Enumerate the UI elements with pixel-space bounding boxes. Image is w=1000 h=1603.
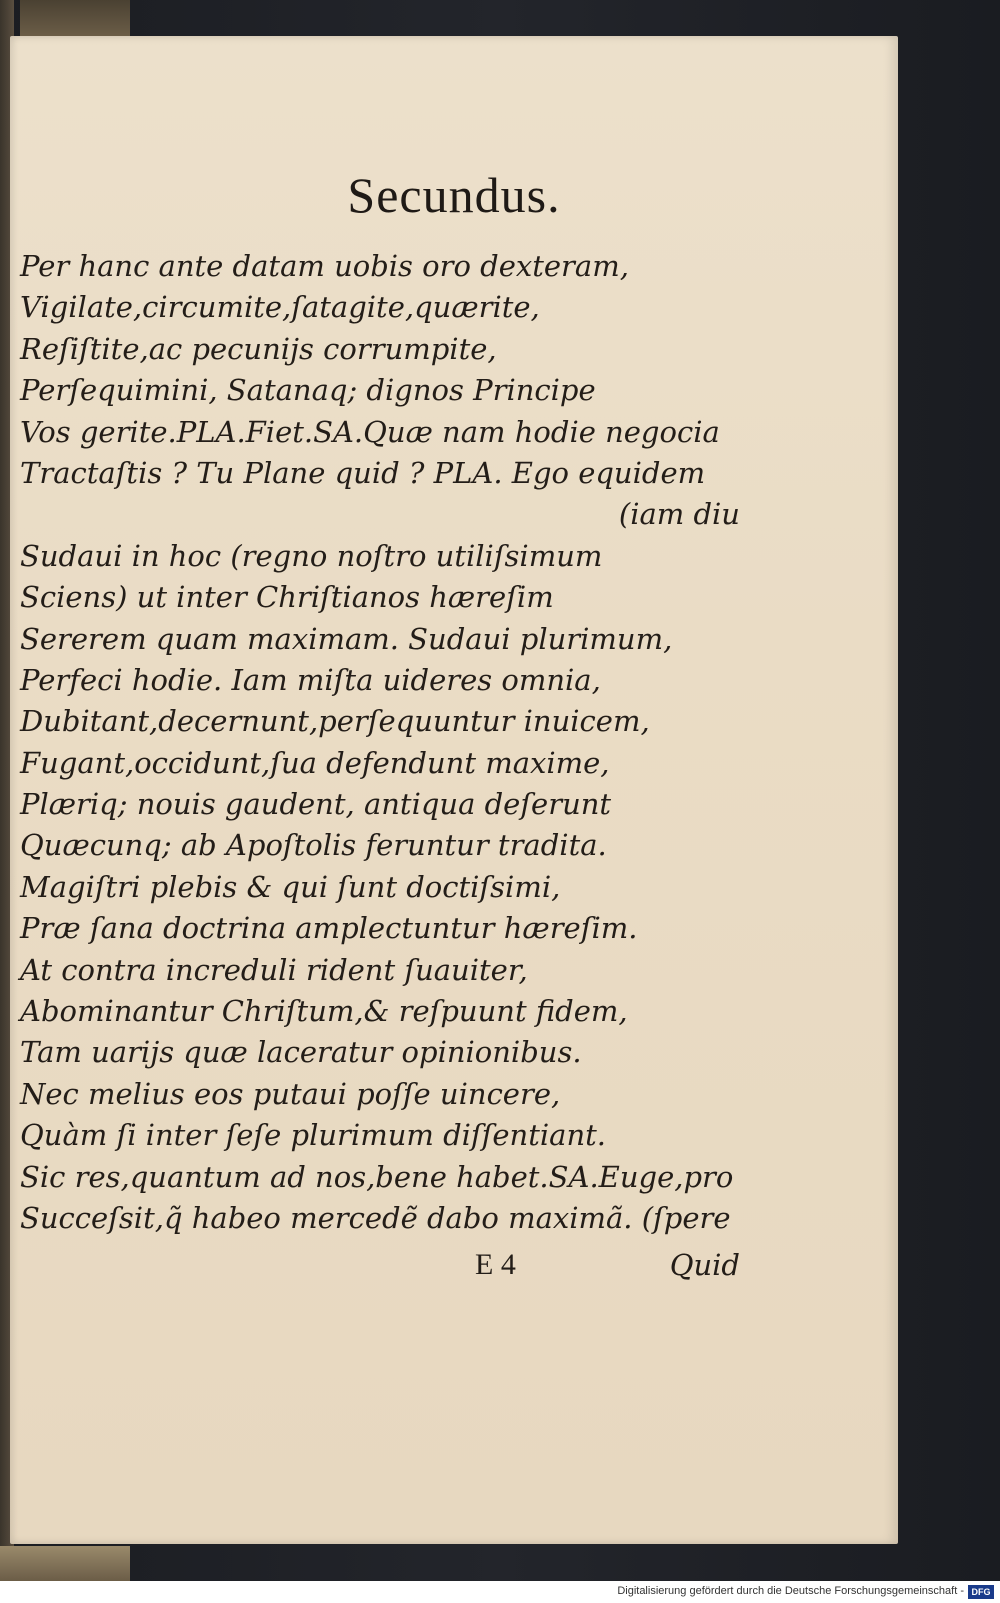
verse-line: Quàm ſi inter ſeſe plurimum diſſentiant. (20, 1118, 607, 1153)
verse-line: Dubitant,decernunt,perſequuntur inuicem, (20, 704, 650, 739)
verse-line: Perſequimini, Satanaq; dignos Principe (20, 373, 596, 408)
page-tab-bottom (0, 1546, 130, 1581)
page-tab-top (20, 0, 130, 36)
verse-line: Sic res,quantum ad nos,bene habet.SA.Euge,pro (20, 1159, 734, 1194)
verse-line: Sciens) ut inter Chriſtianos hæreſim (20, 580, 554, 615)
signature-mark: E 4 (475, 1248, 516, 1281)
verse-line: Vigilate,circumite,ſatagite,quærite, (20, 290, 540, 325)
verse-line: Vos gerite.PLA.Fiet.SA.Quæ nam hodie negocia (20, 414, 720, 449)
credit-bar (0, 1581, 1000, 1603)
verse-line-turnover: (iam diu (618, 497, 740, 532)
verse-line: Tractaſtis ? Tu Plane quid ? PLA. Ego equidem (20, 455, 706, 490)
verse-line: Plæriq; nouis gaudent, antiqua deſerunt (20, 787, 612, 822)
verse-line: Magiſtri plebis & qui ſunt doctiſsimi, (20, 869, 561, 904)
verse-line: Quæcunq; ab Apoſtolis feruntur tradita. (20, 828, 607, 863)
verse-line: Sererem quam maximam. Sudaui plurimum, (20, 621, 673, 656)
verse-text-block (20, 246, 740, 1239)
verse-line: Præ ſana doctrina amplectuntur hæreſim. (20, 911, 638, 946)
book-page (10, 36, 898, 1544)
verse-line: Fugant,occidunt,ſua defendunt maxime, (20, 745, 610, 780)
verse-line: At contra increduli rident ſuauiter, (20, 952, 528, 987)
verse-line: Reſiſtite,ac pecunijs corrumpite, (20, 331, 497, 366)
verse-line: Tam uarijs quæ laceratur opinionibus. (20, 1035, 582, 1070)
verse-line: Succeſsit,q̃ habeo mercedẽ dabo maximã. (ſpere (20, 1200, 731, 1235)
verse-line: Abominantur Chriſtum,& reſpuunt fidem, (20, 994, 628, 1029)
verse-line: Nec melius eos putaui poſſe uincere, (20, 1076, 561, 1111)
page-heading: Secundus. (347, 167, 561, 223)
verse-line: Sudaui in hoc (regno noſtro utiliſsimum (20, 538, 603, 573)
verse-line: Per hanc ante datam uobis oro dexteram, (20, 249, 629, 283)
page-footer (20, 1248, 740, 1292)
credit-text: Digitalisierung gefördert durch die Deutsche Forschungsgemeinschaft - (617, 1585, 964, 1597)
dfg-logo-icon: DFG (968, 1585, 994, 1599)
catchword: Quid (669, 1248, 740, 1282)
verse-line: Perfeci hodie. Iam miſta uideres omnia, (20, 662, 601, 697)
